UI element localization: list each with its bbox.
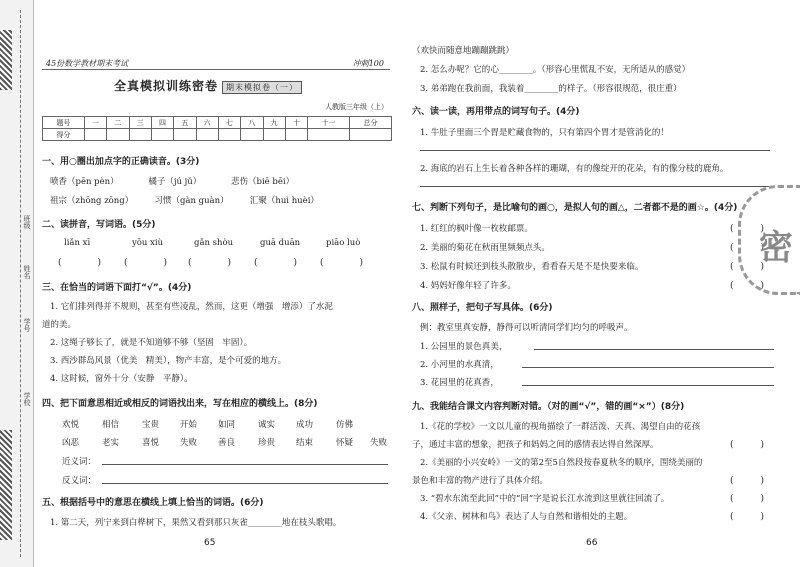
score-table-score-row	[43, 129, 392, 141]
score-cell: 题号	[43, 117, 85, 129]
section-3-line: 1. 它们排列得并不规则，甚至有些凌乱，然而，这更（增强 增添）了水泥	[50, 302, 333, 312]
answer-paren[interactable]: ( )	[124, 258, 168, 268]
section-9-line: 1.《花的学校》一文以儿童的视角描绘了一群活泼、天真、渴望自由的花孩	[420, 422, 701, 432]
section-6-line: 1. 牛肚子里面三个胃是贮藏食物的，只有第四个胃才是管消化的！	[420, 128, 669, 138]
answer-paren[interactable]: ( )	[254, 258, 298, 268]
section-9-line: 子，通过丰富的想象，把孩子和妈妈之间的感情表达得自然深厚。	[412, 440, 659, 450]
score-cell: 一	[84, 117, 106, 129]
word-item: 相信	[102, 420, 120, 430]
word-item: 失败	[180, 438, 198, 448]
word-item: 欢悦	[62, 420, 80, 430]
section-9-line: 2.《美丽的小兴安岭》一文的第2至5自然段按春夏秋冬的顺序，围绕美丽的	[420, 458, 703, 468]
score-table-header-row	[43, 117, 392, 129]
sentence-answer-line[interactable]	[522, 385, 774, 386]
score-input-cell[interactable]	[107, 129, 129, 141]
word-item: 如同	[218, 420, 236, 430]
answer-paren[interactable]: ( )	[730, 262, 765, 272]
answer-paren[interactable]: ( )	[730, 512, 765, 522]
word-item: 成功	[296, 420, 314, 430]
section-7-line: 1. 红红的枫叶像一枚枚邮票。	[420, 224, 533, 234]
section-5-line: 3. 弟弟跑在我前面，我装着________的样子。（形容很规范，很庄重）	[420, 84, 682, 94]
pinyin-item: gǎn shòu	[194, 238, 234, 248]
section-1-heading: 一、用○圈出加点字的正确读音。(3分)	[42, 157, 200, 167]
sentence-answer-line[interactable]	[522, 367, 774, 368]
binding-cut-line	[20, 10, 21, 557]
word-item: 善良	[218, 438, 236, 448]
score-cell: 八	[241, 117, 263, 129]
section-5-line: 1. 第二天，列宁来到白桦树下，果然又看到那只灰雀________地在枝头歌唱。	[50, 518, 342, 528]
sentence-answer-line[interactable]	[420, 186, 770, 187]
word-item: 仿佛	[336, 420, 354, 430]
section-3-heading: 三、在恰当的词语下面打“√”。(4分)	[42, 283, 192, 293]
synonym-label: 近义词：	[62, 457, 97, 467]
section-2-heading: 二、读拼音，写词语。(5分)	[42, 220, 156, 230]
score-cell: 十	[285, 117, 307, 129]
answer-paren[interactable]: ( )	[730, 440, 765, 450]
exam-title-tag: 期末模拟卷（一）	[222, 81, 302, 94]
word-item: 凶恶	[62, 438, 80, 448]
answer-paren[interactable]: ( )	[58, 258, 102, 268]
section-5-heading: 五、根据括号中的意思在横线上填上恰当的词语。(6分)	[42, 498, 264, 508]
section-8-line: 1. 公园里的景色真美，	[420, 342, 508, 352]
stamp-text: 密	[759, 228, 793, 268]
synonym-answer-line[interactable]	[102, 464, 388, 465]
section-8-example: 例：教室里真安静，静得可以听清同学们均匀的呼吸声。	[420, 323, 633, 333]
sentence-answer-line[interactable]	[420, 150, 770, 151]
section-3-line: 3. 西沙群岛风景（优美 精美），物产丰富，是个可爱的地方。	[50, 356, 287, 366]
section-7-heading: 七、判断下列句子，是比喻句的画○，是拟人句的画△，二者都不是的画☆。(4分)	[412, 203, 738, 213]
antonym-answer-line[interactable]	[102, 483, 388, 484]
series-label: 45份数学教材期末考试	[46, 59, 129, 68]
section-3-line: 2. 这绳子够长了，就是不知道够不够（坚固 牢固）。	[50, 338, 253, 348]
binding-label-class: 班级	[23, 215, 31, 229]
section-9-line: 4.《父亲、树林和鸟》表达了人与自然和谐相处的主题。	[420, 512, 633, 522]
edition-label: 人教版三年级（上）	[325, 103, 388, 111]
answer-paren[interactable]: ( )	[320, 258, 364, 268]
section-9-line: 3. “碧水东流至此回”中的“回”字是说长江水流到这里就往回流了。	[420, 494, 670, 504]
pinyin-item: piāo luò	[326, 238, 361, 248]
word-item: 宝贵	[142, 420, 160, 430]
section-4-heading: 四、把下面意思相近或相反的词语找出来，写在相应的横线上。(8分)	[42, 399, 318, 409]
word-item: 珍贵	[258, 438, 276, 448]
section-8-line: 3. 花园里的花真香，	[420, 378, 499, 388]
header-strip	[42, 58, 390, 70]
score-input-cell[interactable]	[285, 129, 307, 141]
answer-paren[interactable]: ( )	[730, 224, 765, 234]
word-item: 开始	[180, 420, 198, 430]
sentence-answer-line[interactable]	[534, 349, 774, 350]
score-input-cell[interactable]	[84, 129, 106, 141]
section-5-hint: （欢快而随意地蹦蹦跳跳）	[412, 46, 515, 56]
left-page	[36, 0, 396, 567]
binding-label-school: 学校	[23, 392, 31, 406]
score-input-cell[interactable]	[218, 129, 240, 141]
score-cell: 三	[129, 117, 151, 129]
score-cell: 五	[174, 117, 196, 129]
page-number-right: 66	[586, 538, 598, 548]
section-5-line: 2. 怎么办呢？它的心________。（形容心里慌乱不安，无所适从的感觉）	[420, 65, 691, 75]
word-item: 失败	[370, 438, 388, 448]
score-input-cell[interactable]	[174, 129, 196, 141]
pinyin-item: liǎn xī	[64, 238, 91, 248]
word-item: 结束	[296, 438, 314, 448]
score-input-cell[interactable]	[241, 129, 263, 141]
answer-paren[interactable]: ( )	[730, 281, 765, 291]
section-1-line: 喷香（pēn pèn） 橘子（jú jǔ） 悲伤（biē bēi）	[50, 177, 295, 187]
score-cell: 二	[107, 117, 129, 129]
word-item: 老实	[102, 438, 120, 448]
exam-title-text: 全真模拟训练密卷	[114, 79, 219, 93]
section-8-line: 2. 小河里的水真清，	[420, 360, 499, 370]
word-item: 喜悦	[142, 438, 160, 448]
score-input-cell[interactable]	[129, 129, 151, 141]
antonym-label: 反义词：	[62, 476, 97, 486]
score-cell: 七	[218, 117, 240, 129]
pinyin-item: yōu xiù	[132, 238, 164, 248]
answer-paren[interactable]: ( )	[730, 494, 765, 504]
score-input-cell[interactable]	[350, 129, 392, 141]
binding-label-name: 姓名	[23, 265, 31, 279]
page-number-left: 65	[204, 538, 216, 548]
brand-label: 冲刺100	[352, 59, 384, 68]
section-9-heading: 九、我能结合课文内容判断对错。（对的画“√”，错的画“×”）(8分)	[412, 402, 685, 412]
score-input-cell[interactable]	[196, 129, 218, 141]
score-cell: 九	[263, 117, 285, 129]
score-label-cell: 得分	[43, 129, 85, 141]
pinyin-item: guā duān	[260, 238, 301, 248]
section-3-line: 4. 这时候，窗外十分（安静 平静）。	[50, 374, 193, 384]
answer-paren[interactable]: ( )	[730, 476, 765, 486]
score-input-cell[interactable]	[151, 129, 173, 141]
section-6-line: 2. 海底的岩石上生长着各种各样的珊瑚，有的像绽开的花朵，有的像分枝的鹿角。	[420, 164, 729, 174]
section-1-line: 祖宗（zhōng zōng） 习惯（gàn guàn） 汇聚（huì huèi）	[50, 196, 319, 206]
score-cell: 十一	[308, 117, 350, 129]
binding-label-number: 学号	[23, 318, 31, 332]
word-item: 怀疑	[336, 438, 354, 448]
binding-margin	[0, 0, 34, 567]
binding-hatch-top	[0, 30, 12, 90]
section-8-heading: 八、照样子，把句子写具体。(6分)	[412, 303, 553, 313]
section-6-heading: 六、读一读，再用带点的词写句子。(4分)	[412, 107, 580, 117]
section-7-line: 4. 妈妈好像年轻了许多。	[420, 281, 516, 291]
section-3-line: 道的美。	[42, 320, 77, 330]
score-cell: 六	[196, 117, 218, 129]
score-cell: 总分	[350, 117, 392, 129]
score-input-cell[interactable]	[308, 129, 350, 141]
right-page	[406, 0, 800, 567]
binding-hatch-bottom	[0, 430, 12, 540]
score-input-cell[interactable]	[263, 129, 285, 141]
section-7-line: 3. 松鼠有时候还到枝头散散步，看看春天是不是快要来临。	[420, 262, 644, 272]
exam-title	[114, 77, 302, 94]
answer-paren[interactable]: ( )	[730, 243, 765, 253]
word-item: 诚实	[258, 420, 276, 430]
score-table	[42, 116, 392, 141]
confidential-stamp	[738, 185, 800, 295]
section-7-line: 2. 美丽的菊花在秋雨里频频点头。	[420, 243, 550, 253]
score-cell: 四	[151, 117, 173, 129]
section-9-line: 景色和丰富的物产进行了具体介绍。	[412, 476, 549, 486]
answer-paren[interactable]: ( )	[188, 258, 232, 268]
